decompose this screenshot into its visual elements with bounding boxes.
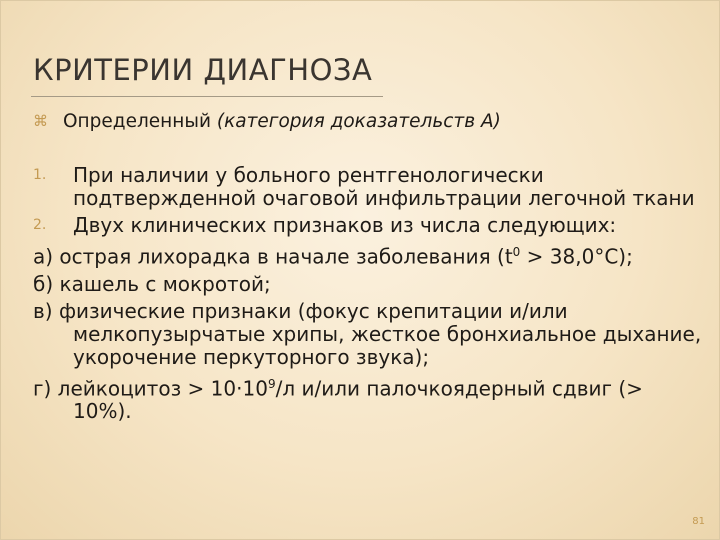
criterion-g <box>33 373 705 424</box>
criterion-v-text: в) физические признаки (фокус крепитации и/или мелкопузырчатые хрипы, жесткое бронхиальное дыхание, укорочение перкуторного звука); <box>33 298 702 369</box>
slide-title: КРИТЕРИИ ДИАГНОЗА <box>33 53 373 87</box>
numbered-item-2 <box>33 214 705 237</box>
item-number: 1. <box>33 167 47 183</box>
page-number: 81 <box>692 516 705 527</box>
numbered-item-1 <box>33 164 705 210</box>
item-text: При наличии у больного рентгенологически подтвержденной очаговой инфильтрации легочной ткани <box>73 163 695 210</box>
bullet-item <box>33 111 501 132</box>
criterion-b-text: б) кашель с мокротой; <box>33 271 271 296</box>
criterion-b <box>33 273 705 296</box>
criterion-a-tail: > 38,0°С); <box>520 244 633 269</box>
criterion-v <box>33 300 705 369</box>
title-divider <box>31 96 383 97</box>
item-text: Двух клинических признаков из числа следующих: <box>73 213 617 237</box>
criterion-g-sup: 9 <box>267 376 276 391</box>
bullet-note: (категория доказательств А) <box>216 111 501 132</box>
item-number: 2. <box>33 217 47 233</box>
bullet-label: Определенный <box>63 111 211 132</box>
criterion-a-text: а) острая лихорадка в начале заболевания (t <box>33 244 513 269</box>
criteria-list <box>33 164 705 427</box>
criterion-a-sup: 0 <box>512 245 521 259</box>
criterion-g-tail: /л и/или палочкоядерный сдвиг (> 10%). <box>73 376 643 424</box>
x-bullet-icon: ⌘ <box>33 112 48 130</box>
criterion-a <box>33 241 705 269</box>
criterion-g-text: г) лейкоцитоз > 10·10 <box>33 376 268 401</box>
